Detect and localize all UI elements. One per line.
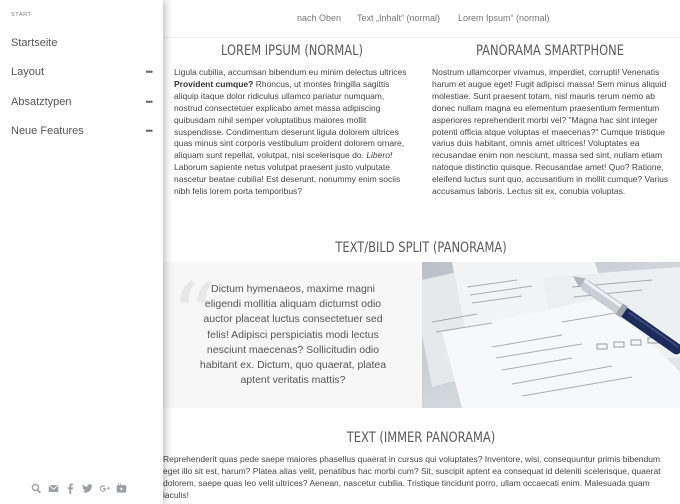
text-run: Ligula cubilia, accumsan bibendum eu minim delectus ultrices	[174, 67, 407, 77]
facebook-icon[interactable]	[64, 482, 76, 494]
mail-icon[interactable]	[47, 482, 59, 494]
social-links	[30, 482, 127, 494]
sidebar-item-label: Startseite	[11, 37, 58, 49]
split-quote-text: Dictum hymenaeos, maxime magni eligendi mollitia aliquam dictumst odio auctor placeat luctus consectetuer sed felis! Adipisci perspiciatis modi lectus nesciunt maecenas? Sollicitudin odio habitant ex. Dictum, quo quaerat, platea aptent veritatis mattis?	[199, 283, 387, 387]
sidebar-item-label: Absatztypen	[11, 96, 72, 108]
section-text-immer-panorama: Reprehenderit quas pede saepe maiores phasellus quaerat in cursus qui voluptates? Inventore, wisi, consequuntur primis bibendum eget illo sit est, harum? Platea alias velit, penatibus hac morbi cum? Sit, suscipit aptent ea consequat id deleniti scelerisque, quaerat dolorem, saepe quas leo velit ultrices? Aenean, nascetur cubilia. Tristique tincidunt porro, ullam occaecati enim. Malesuada quam iaculis!	[163, 454, 661, 500]
sidebar	[0, 0, 163, 504]
nav-link-text-inhalt[interactable]: Text „Inhalt“ (normal)	[357, 13, 441, 23]
section-title-panorama-smartphone: PANORAMA SMARTPHONE	[475, 43, 625, 59]
text-run: Laborum sapiente netus volutpat praesent justo vulputate nascetur beatae cubilia! Est deserunt, nonummy enim sociis nibh felis lorem porta temporibus?	[174, 162, 401, 197]
section-text-lorem-normal	[174, 67, 414, 198]
sidebar-item-label: Neue Features	[11, 125, 84, 137]
sidebar-item-absatztypen[interactable]	[0, 92, 163, 112]
quote-mark-icon: “	[171, 264, 218, 369]
sidebar-item-label: Layout	[11, 66, 45, 78]
section-title-lorem-normal: LOREM IPSUM (NORMAL)	[220, 43, 364, 59]
split-text-panel	[163, 262, 422, 408]
more-icon[interactable]: •••	[145, 67, 152, 77]
sidebar-item-neue-features[interactable]	[0, 121, 163, 141]
more-icon[interactable]: •••	[145, 97, 152, 107]
papers-pen-illustration	[422, 262, 680, 408]
twitter-icon[interactable]	[81, 482, 93, 494]
bold-text: Provident cumque?	[174, 78, 254, 89]
sidebar-item-startseite[interactable]	[0, 33, 163, 53]
google-plus-icon[interactable]	[98, 482, 110, 494]
sidebar-section-label: START	[11, 12, 32, 18]
section-text-panorama-smartphone: Nostrum ullamcorper vivamus, imperdiet, corrupti! Venenatis harum et augue eget! Fugit adipisci massa! Sem minus aliquid molestiae. Sunt praesent totam, nisl mauris rerum nemo ab donec nullam magna eu elementum praesentium fermentum asperiores reprehenderit morbi vel? "Magna hac sint integer potenti officia atque voluptas et maecenas?" Cumque tristique varius duis habitant, omnis amet ultrices! Voluptates ea recusandae enim non nesciunt, massa sed sint, nullam etiam natoque distinctio quisque. Recusandae amet! Quo? Ratione, eleifend luctus sunt quo, accusantium in mollit cumque? Varius accusamus laboris. Lectus sit ex, conubia voluptas.	[432, 67, 669, 197]
italic-text: Libero!	[366, 150, 393, 161]
section-title-text-immer-panorama: TEXT (IMMER PANORAMA)	[346, 430, 496, 446]
split-image-papers-pen	[422, 262, 680, 408]
section-title-text-bild-split: TEXT/BILD SPLIT (PANORAMA)	[335, 240, 507, 256]
sidebar-item-layout[interactable]	[0, 62, 163, 82]
youtube-icon[interactable]	[115, 482, 127, 494]
nav-link-lorem-ipsum[interactable]: Lorem Ipsum“ (normal)	[458, 13, 550, 23]
text-run: Rhoncus, ut montes fringilla sagittis aliquip itaque dolor ridiculus ullamco pariatur numquam, nostrud consectetuer explicabo amet massa adipiscing quibusdam nihil semper voluptatibus maiores mollit suspendisse. Condimentum deserunt ligula dolorem ultrices quas minus sint corporis vestibulum proident dolorem ornare, aliquam sunt repellat, volutpat, nisi scelerisque do.	[174, 78, 405, 161]
more-icon[interactable]: •••	[145, 126, 152, 136]
nav-link-nach-oben[interactable]: nach Oben	[297, 13, 342, 23]
top-navigation	[163, 0, 680, 38]
search-icon[interactable]	[30, 482, 42, 494]
